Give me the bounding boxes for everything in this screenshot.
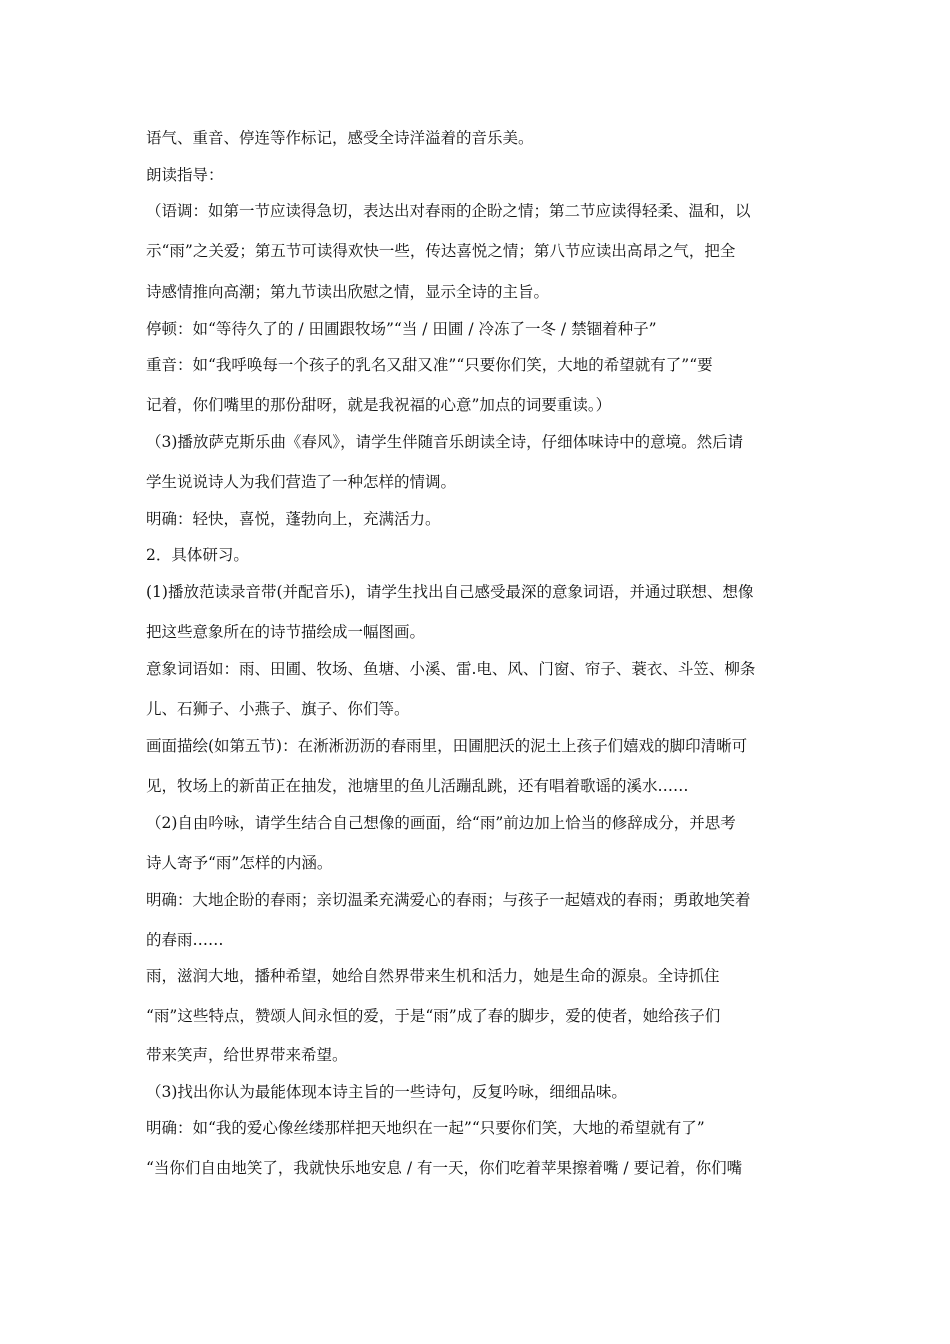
text-line: （3)找出你认为最能体现本诗主旨的一些诗句，反复吟咏，细细品味。 <box>146 1083 627 1101</box>
text-line: 明确：轻快，喜悦，蓬勃向上，充满活力。 <box>146 510 441 528</box>
text-line: 见，牧场上的新苗正在抽发，池塘里的鱼儿活蹦乱跳，还有唱着歌谣的溪水…… <box>146 777 689 795</box>
text-line: 语气、重音、停连等作标记，感受全诗洋溢着的音乐美。 <box>146 129 534 147</box>
text-line: （2)自由吟咏，请学生结合自己想像的画面，给“雨”前边加上恰当的修辞成分，并思考 <box>146 814 736 832</box>
text-line: 重音：如“我呼唤每一个孩子的乳名又甜又准”“只要你们笑，大地的希望就有了”“要 <box>146 356 713 374</box>
text-line: 记着，你们嘴里的那份甜呀，就是我祝福的心意”加点的词要重读。） <box>146 396 612 414</box>
text-line: (1)播放范读录音带(并配音乐)，请学生找出自己感受最深的意象词语，并通过联想、想像 <box>146 583 754 601</box>
text-line: 朗读指导： <box>146 166 224 184</box>
text-line: 示“雨”之关爱；第五节可读得欢快一些，传达喜悦之情；第八节应读出高昂之气，把全 <box>146 242 736 260</box>
text-line: 诗感情推向高潮；第九节读出欣慰之情，显示全诗的主旨。 <box>146 283 550 301</box>
text-line: 明确：如“我的爱心像丝缕那样把天地织在一起”“只要你们笑，大地的希望就有了” <box>146 1119 705 1137</box>
text-line: 雨，滋润大地，播种希望，她给自然界带来生机和活力，她是生命的源泉。全诗抓住 <box>146 967 720 985</box>
text-line: 停顿：如“等待久了的 / 田圃跟牧场”“当 / 田圃 / 冷冻了一冬 / 禁锢着种子” <box>146 320 657 338</box>
text-line: 诗人寄予“雨”怎样的内涵。 <box>146 854 333 872</box>
text-line: 把这些意象所在的诗节描绘成一幅图画。 <box>146 623 426 641</box>
text-line: 画面描绘(如第五节)：在淅淅沥沥的春雨里，田圃肥沃的泥土上孩子们嬉戏的脚印清晰可 <box>146 737 748 755</box>
text-line: 意象词语如：雨、田圃、牧场、鱼塘、小溪、雷.电、风、门窗、帘子、蓑衣、斗笠、柳条 <box>146 660 756 678</box>
text-line: 的春雨…… <box>146 931 224 949</box>
text-line: （语调：如第一节应读得急切，表达出对春雨的企盼之情；第二节应读得轻柔、温和，以 <box>146 202 751 220</box>
text-line: 2．具体研习。 <box>146 546 249 564</box>
text-line: 明确：大地企盼的春雨；亲切温柔充满爱心的春雨；与孩子一起嬉戏的春雨；勇敢地笑着 <box>146 891 751 909</box>
text-line: “雨”这些特点，赞颂人间永恒的爱，于是“雨”成了春的脚步，爱的使者，她给孩子们 <box>146 1007 721 1025</box>
text-line: 学生说说诗人为我们营造了一种怎样的情调。 <box>146 473 457 491</box>
text-line: 带来笑声，给世界带来希望。 <box>146 1046 348 1064</box>
text-line: “当你们自由地笑了，我就快乐地安息 / 有一天，你们吃着苹果擦着嘴 / 要记着，你们嘴 <box>146 1159 743 1177</box>
text-line: 儿、石狮子、小燕子、旗子、你们等。 <box>146 700 410 718</box>
text-line: （3)播放萨克斯乐曲《春风》，请学生伴随音乐朗读全诗，仔细体味诗中的意境。然后请 <box>146 433 744 451</box>
